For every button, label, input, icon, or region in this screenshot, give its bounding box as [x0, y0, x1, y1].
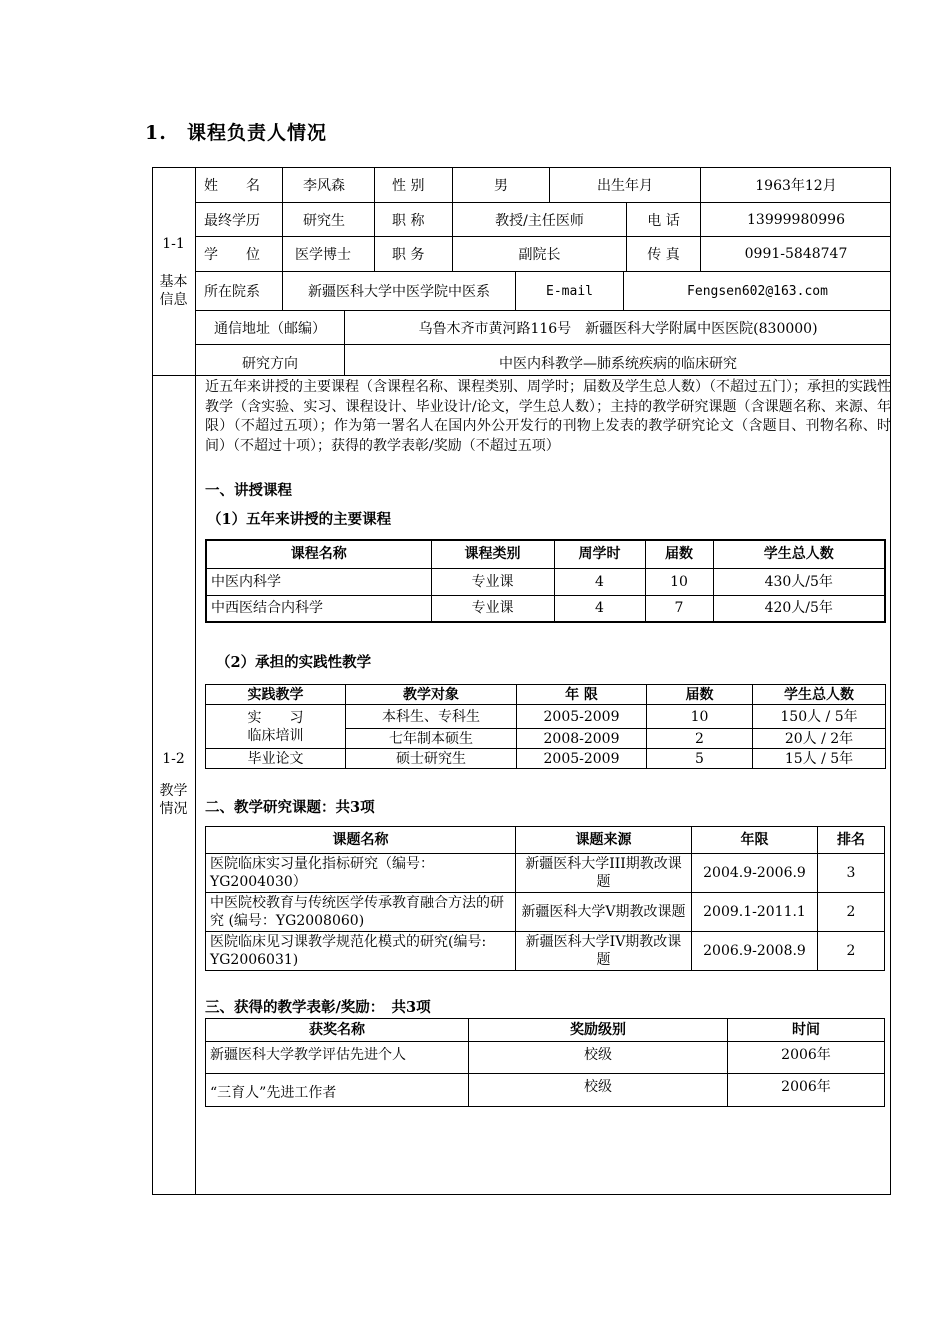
practice-table	[205, 684, 886, 769]
post-value: 副院长	[518, 247, 561, 263]
course-hours: 4	[554, 568, 645, 595]
name-value: 李风森	[303, 178, 345, 194]
dept-label: 所在院系	[204, 284, 260, 300]
title-label: 职 称	[392, 212, 425, 229]
award-level: 校级	[469, 1042, 728, 1074]
group-label-line: 教学	[159, 783, 188, 799]
table-row	[206, 705, 886, 729]
courses-heading: 一、讲授课程	[205, 482, 292, 499]
award-name: 新疆医科大学教学评估先进个人	[206, 1042, 469, 1074]
research-years: 2009.1-2011.1	[692, 893, 818, 932]
table-row	[206, 595, 885, 622]
practice-years: 2005-2009	[517, 705, 647, 729]
table-header: 年限	[692, 827, 818, 854]
post-label: 职 务	[392, 247, 425, 263]
phone-value: 13999980996	[747, 211, 845, 228]
section-title	[145, 118, 327, 145]
course-cohorts: 10	[645, 568, 713, 595]
fax-label: 传 真	[647, 247, 680, 263]
courses-table	[205, 539, 886, 623]
email-label: E-mail	[546, 283, 593, 299]
practice-target: 本科生、专科生	[346, 705, 517, 729]
section-title-text: 课程负责人情况	[187, 122, 328, 144]
practice-students: 150人 / 5年	[753, 705, 886, 729]
practice-type-line: 临床培训	[247, 727, 304, 744]
table-header: 课程名称	[206, 540, 431, 568]
table-row	[206, 1074, 885, 1107]
course-cohorts: 7	[645, 595, 713, 622]
research-years: 2006.9-2008.9	[692, 932, 818, 971]
table-header: 获奖名称	[206, 1019, 469, 1042]
table-row	[206, 749, 886, 769]
email-value: Fengsen602@163.com	[687, 283, 828, 299]
degree-label: 学 位	[204, 247, 260, 263]
teaching-intro: 近五年来讲授的主要课程（含课程名称、课程类别、周学时；届数及学生总人数）（不超过五门）；承担的实践性教学（含实验、实习、课程设计、毕业设计/论文，学生总人数）；主持的教学研究课题（含课题名称、来源、年限）（不超过五项）；作为第一署名人在国内外公开发行的刊物上发表的教学研究论文（含题目、刊物名称、时间）（不超过十项）；获得的教学表彰/奖励（不超过五项）	[205, 379, 891, 454]
table-row	[206, 568, 885, 595]
awards-table	[205, 1018, 885, 1107]
table-header: 实践教学	[206, 685, 346, 705]
dept-value: 新疆医科大学中医学院中医系	[308, 284, 490, 300]
research-rank: 2	[818, 893, 885, 932]
table-header: 学生总人数	[713, 540, 885, 568]
course-type: 专业课	[431, 595, 554, 622]
table-row	[206, 854, 885, 893]
table-header: 时间	[728, 1019, 885, 1042]
course-students: 430人/5年	[713, 568, 885, 595]
research-label: 研究方向	[242, 356, 298, 372]
course-name: 中西医结合内科学	[206, 595, 431, 622]
research-years: 2004.9-2006.9	[692, 854, 818, 893]
research-table	[205, 826, 885, 971]
table-header: 周学时	[554, 540, 645, 568]
research-title: 医院临床见习课教学规范化模式的研究(编号: YG2006031)	[206, 932, 516, 971]
address-label: 通信地址（邮编）	[214, 320, 326, 337]
practice-years: 2005-2009	[517, 749, 647, 769]
practice-cohorts: 5	[647, 749, 753, 769]
practice-students: 20人 / 2年	[753, 729, 886, 749]
table-header: 届数	[645, 540, 713, 568]
practice-type-line: 实 习	[247, 709, 304, 726]
fax-value: 0991-5848747	[744, 246, 848, 262]
table-header: 课程类别	[431, 540, 554, 568]
course-type: 专业课	[431, 568, 554, 595]
table-header: 教学对象	[346, 685, 517, 705]
group-code: 1-1	[162, 236, 185, 252]
practice-target: 硕士研究生	[346, 749, 517, 769]
research-value: 中医内科教学—肺系统疾病的临床研究	[499, 356, 737, 372]
birth-value: 1963年12月	[755, 178, 837, 194]
course-name: 中医内科学	[206, 568, 431, 595]
research-title: 医院临床实习量化指标研究（编号：YG2004030）	[206, 854, 516, 893]
group-divider	[152, 375, 891, 376]
research-title: 中医院校教育与传统医学传承教育融合方法的研究 (编号：YG2008060)	[206, 893, 516, 932]
birth-label: 出生年月	[597, 178, 653, 194]
research-source: 新疆医科大学III期教改课题	[516, 854, 692, 893]
table-header: 课题来源	[516, 827, 692, 854]
practice-years: 2008-2009	[517, 729, 647, 749]
table-header: 学生总人数	[753, 685, 886, 705]
research-source: 新疆医科大学IV期教改课题	[516, 932, 692, 971]
group-label-line: 信息	[159, 292, 188, 308]
table-header: 年 限	[517, 685, 647, 705]
research-heading: 二、教学研究课题：共3项	[205, 799, 375, 816]
basic-group-label	[152, 235, 195, 309]
group-label-line: 基本	[159, 274, 188, 290]
gender-label: 性 别	[392, 178, 425, 194]
research-source: 新疆医科大学V期教改课题	[516, 893, 692, 932]
teaching-group-label	[152, 750, 195, 818]
award-level: 校级	[469, 1074, 728, 1107]
table-header: 排名	[818, 827, 885, 854]
practice-students: 15人 / 5年	[753, 749, 886, 769]
courses-subheading: （1）五年来讲授的主要课程	[207, 511, 392, 528]
practice-type	[206, 705, 346, 749]
group-label-line: 情况	[159, 801, 188, 817]
gender-value: 男	[494, 178, 508, 194]
practice-cohorts: 2	[647, 729, 753, 749]
practice-cohorts: 10	[647, 705, 753, 729]
degree-value: 医学博士	[295, 247, 351, 263]
course-hours: 4	[554, 595, 645, 622]
practice-target: 七年制本硕生	[346, 729, 517, 749]
phone-label: 电 话	[647, 212, 680, 229]
table-row	[206, 932, 885, 971]
practice-type: 毕业论文	[206, 749, 346, 769]
course-students: 420人/5年	[713, 595, 885, 622]
awards-heading: 三、获得的教学表彰/奖励： 共3项	[205, 999, 431, 1016]
practice-heading: （2）承担的实践性教学	[216, 654, 372, 671]
name-label: 姓 名	[204, 178, 260, 194]
research-rank: 2	[818, 932, 885, 971]
table-header: 奖励级别	[469, 1019, 728, 1042]
address-value: 乌鲁木齐市黄河路116号 新疆医科大学附属中医医院(830000)	[418, 320, 818, 337]
group-code: 1-2	[162, 751, 185, 767]
table-row	[206, 893, 885, 932]
table-header: 课题名称	[206, 827, 516, 854]
award-time: 2006年	[728, 1042, 885, 1074]
award-time: 2006年	[728, 1074, 885, 1107]
edu-value: 研究生	[303, 212, 345, 229]
title-value: 教授/主任医师	[495, 212, 584, 229]
edu-label: 最终学历	[204, 212, 260, 229]
table-row	[206, 1042, 885, 1074]
research-rank: 3	[818, 854, 885, 893]
table-header: 届数	[647, 685, 753, 705]
award-name: “三育人”先进工作者	[206, 1074, 469, 1107]
section-number: 1.	[145, 122, 167, 144]
